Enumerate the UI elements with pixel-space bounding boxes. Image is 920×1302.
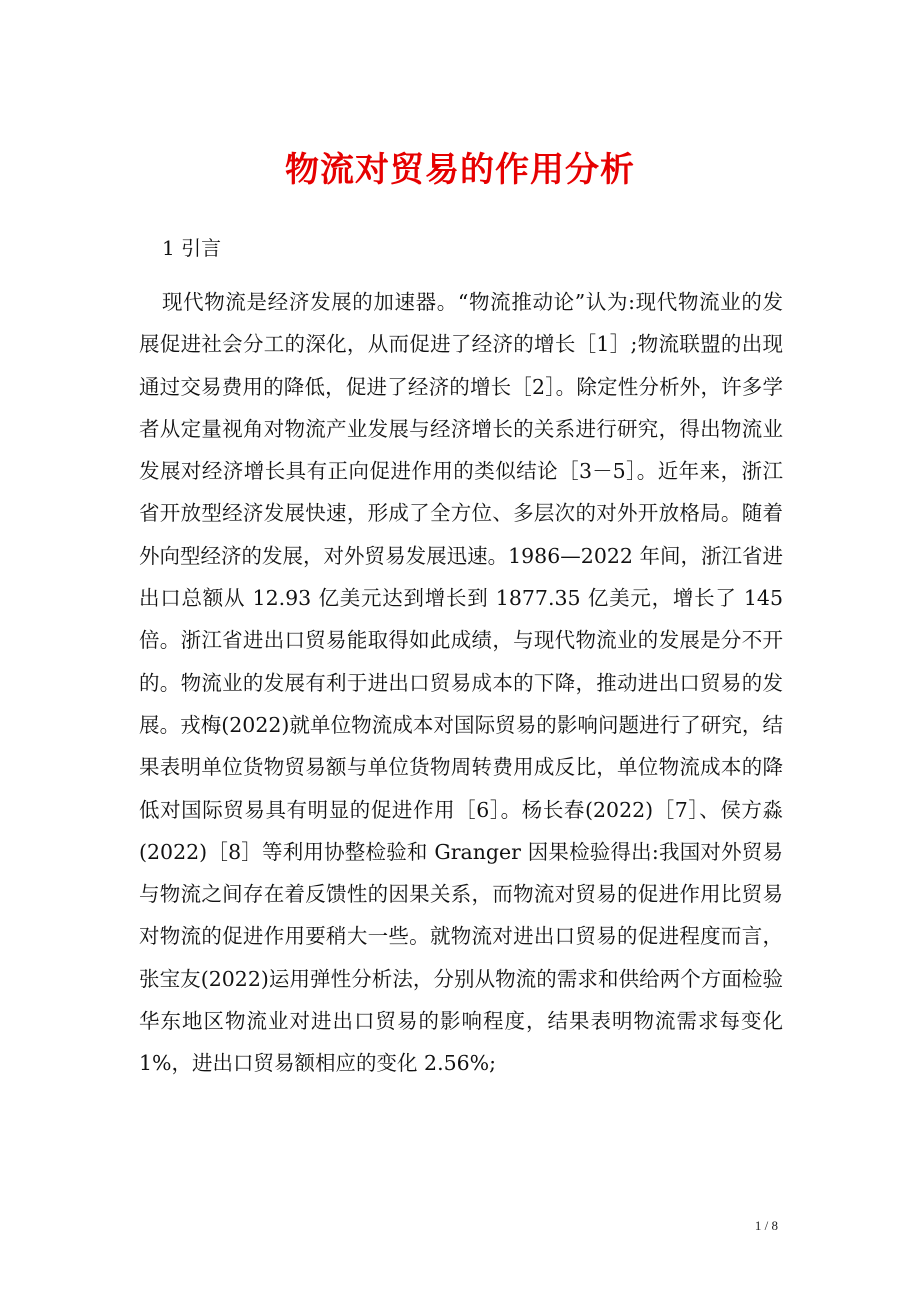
page-number: 1 / 8 <box>754 1218 778 1233</box>
section-heading: 1 引言 <box>162 236 222 260</box>
body-paragraph: 现代物流是经济发展的加速器。“物流推动论”认为:现代物流业的发展促进社会分工的深化，从而促进了经济的增长［1］;物流联盟的出现通过交易费用的降低，促进了经济的增长［2］。除定性分析外，许多学者从定量视角对物流产业发展与经济增长的关系进行研究，得出物流业发展对经济增长具有正向促进作用的类似结论［3－5］。近年来，浙江省开放型经济发展快速，形成了全方位、多层次的对外开放格局。随着外向型经济的发展，对外贸易发展迅速。1986—2022 年间，浙江省进出口总额从 12.93 亿美元达到增长到 1877.35 亿美元，增长了 145 倍。浙江省进出口贸易能取得如此成绩，与现代物流业的发展是分不开的。物流业的发展有利于进出口贸易成本的下降，推动进出口贸易的发展。戎梅(2022)就单位物流成本对国际贸易的影响问题进行了研究，结果表明单位货物贸易额与单位货物周转费用成反比，单位物流成本的降低对国际贸易具有明显的促进作用［6］。杨长春(2022)［7］、侯方淼(2022)［8］等利用协整检验和 Granger 因果检验得出:我国对外贸易与物流之间存在着反馈性的因果关系，而物流对贸易的促进作用比贸易对物流的促进作用要稍大一些。就物流对进出口贸易的促进程度而言，张宝友(2022)运用弹性分析法，分别从物流的需求和供给两个方面检验华东地区物流业对进出口贸易的影响程度，结果表明物流需求每变化 1%，进出口贸易额相应的变化 2.56%; <box>139 290 783 1076</box>
document-title: 物流对贸易的作用分析 <box>285 150 635 190</box>
